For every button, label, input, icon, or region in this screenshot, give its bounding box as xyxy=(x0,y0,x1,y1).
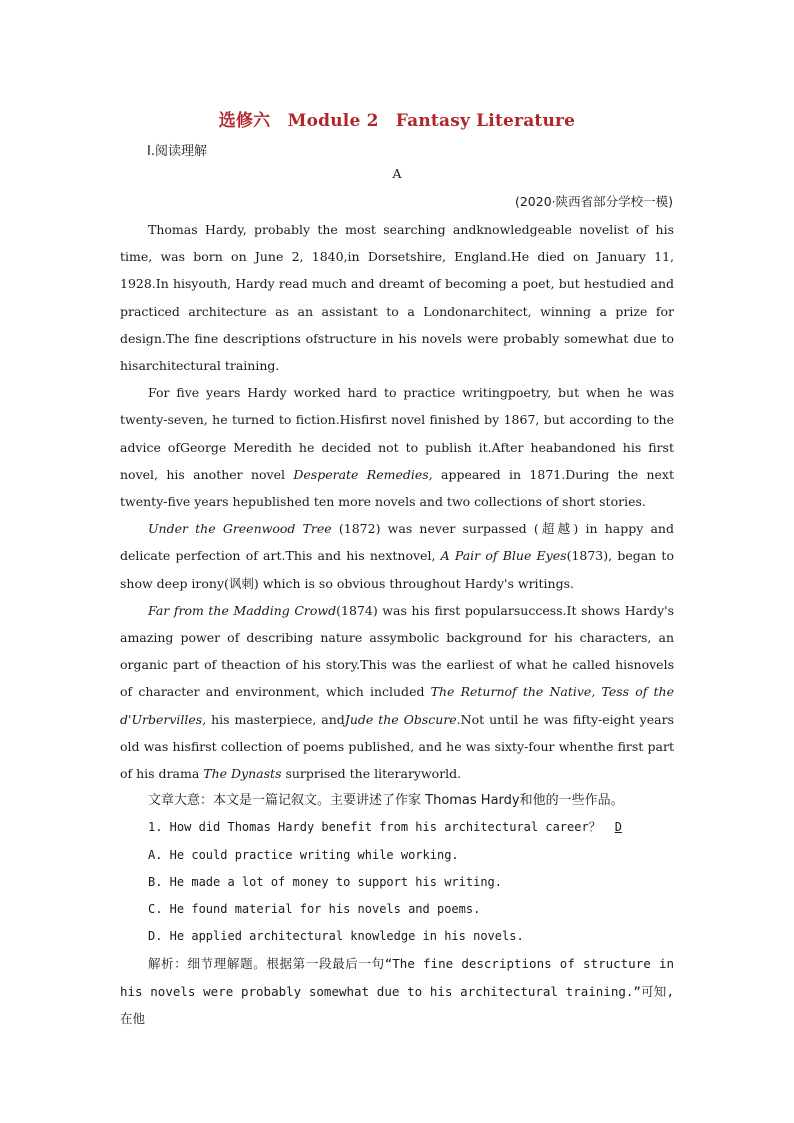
paragraph-2: For five years Hardy worked hard to practice writingpoetry, but when he was twenty-seven, he turned to fiction.Hisfirst novel finished by 1867, but according to the advice ofGeorge Meredith he decided not to publish it.After heabandoned his first novel, his another novel Desperate Remedies, appeared in 1871.During the next twenty-five years hepublished ten more novels and two collections of short stories. xyxy=(120,385,674,510)
option-c: C. He found material for his novels and poems. xyxy=(148,902,481,917)
book-title: The Returnof the Native, Tess of the d'Urbervilles, xyxy=(120,684,675,727)
book-title: Under the Greenwood Tree xyxy=(148,521,332,537)
passage-letter: A xyxy=(392,166,402,181)
paragraph-1: Thomas Hardy, probably the most searching andknowledgeable novelist of his time, was born on June 2, 1840,in Dorsetshire, England.He died on January 11, 1928.In hisyouth, Hardy read much and dreamt of becoming a poet, but hestudied and practiced architecture as an assistant to a Londonarchitect, winning a prize for design.The fine descriptions ofstructure in his novels were probably somewhat due to hisarchitectural training. xyxy=(120,222,674,374)
paragraph-3: Under the Greenwood Tree (1872) was never surpassed (超越) in happy and delicate perfection of art.This and his nextnovel, A Pair of Blue Eyes(1873), began to show deep irony(讽刺) which is so obvious throughout Hardy's writings. xyxy=(120,521,674,591)
book-title: Desperate Remedies, xyxy=(293,466,433,482)
question-1: 1. How did Thomas Hardy benefit from his architectural career？ D xyxy=(120,814,674,841)
option-a: A. He could practice writing while working. xyxy=(148,847,459,862)
book-title: Far from the Madding Crowd xyxy=(148,602,337,618)
page-title: 选修六 Module 2 Fantasy Literature xyxy=(218,111,576,131)
book-title: Jude the Obscure. xyxy=(344,711,461,727)
option-d: D. He applied architectural knowledge in his novels. xyxy=(148,929,524,944)
passage-source: (2020·陕西省部分学校一模) xyxy=(514,194,673,209)
book-title: The Dynasts xyxy=(203,766,282,782)
article-summary: 文章大意：本文是一篇记叙文。主要讲述了作家 Thomas Hardy和他的一些作品。 xyxy=(148,793,624,809)
section-heading: Ⅰ.阅读理解 xyxy=(147,144,207,159)
answer-blank: D xyxy=(614,820,622,835)
passage-body xyxy=(120,216,674,1032)
book-title: A Pair of Blue Eyes xyxy=(440,548,567,564)
option-b: B. He made a lot of money to support his writing. xyxy=(148,874,503,889)
paragraph-4: Far from the Madding Crowd(1874) was his first popularsuccess.It shows Hardy's amazing power of describing nature assymbolic background for his characters, an organic part of theaction of his story.This was the earliest of what he called hisnovels of character and environment, which included The Returnof the Native, Tess of the d'Urbervilles, his masterpiece, andJude the Obscure.Not until he was fifty-eight years old was hisfirst collection of poems published, and he was sixty-four whenthe first part of his drama The Dynasts surprised the literaryworld. xyxy=(120,602,675,782)
analysis: 解析：细节理解题。根据第一段最后一句“The fine descriptions of structure in his novels were probably somewhat due to his architectural training.”可知,在他 xyxy=(120,956,674,1026)
